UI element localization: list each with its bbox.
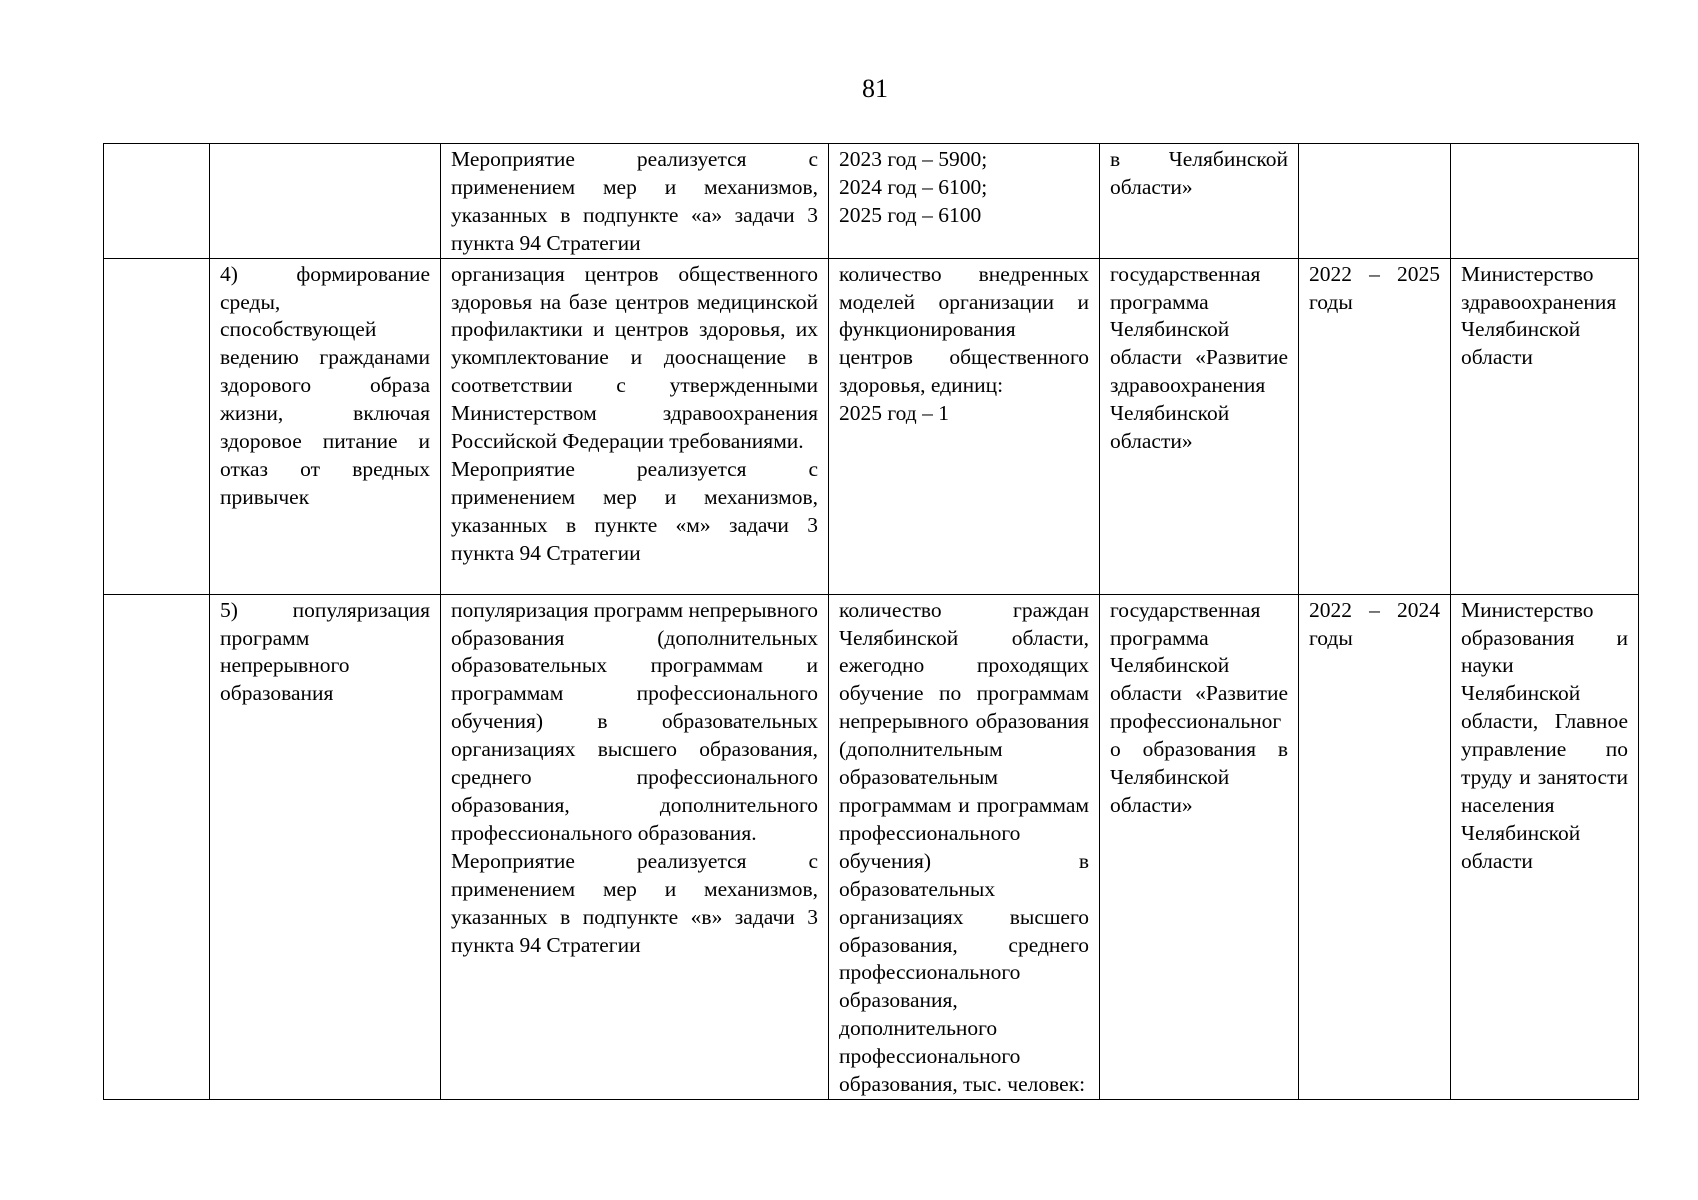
- measure-paragraph: Мероприятие реализуется с применением мер и механизмов, указанных в пункте «м» задачи 3 пункта 94 Стратегии: [451, 456, 818, 565]
- program-cell: государственная программа Челябинской области «Развитие здравоохранения Челябинской области»: [1100, 258, 1299, 594]
- row-number-cell: [104, 144, 210, 259]
- measure-cell: [441, 144, 829, 259]
- table-row: [104, 144, 1639, 259]
- measure-cell: [441, 594, 829, 1099]
- indicator-cell: количество граждан Челябинской области, ежегодно проходящих обучение по программам непрерывного образования (дополнительным образовательным программам и программам профессионального обучения) в образовательных организациях высшего образования, среднего профессионального образования, дополнительного профессионального образования, тыс. человек:: [829, 594, 1100, 1099]
- measure-paragraph: Мероприятие реализуется с применением мер и механизмов, указанных в подпункте «а» задачи 3 пункта 94 Стратегии: [451, 147, 818, 255]
- task-cell: 5) популяризация программ непрерывного образования: [210, 594, 441, 1099]
- responsible-cell: Министерство здравоохранения Челябинской области: [1451, 258, 1639, 594]
- responsible-cell: Министерство образования и науки Челябинской области, Главное управление по труду и занятости населения Челябинской области: [1451, 594, 1639, 1099]
- row-number-cell: [104, 258, 210, 594]
- indicator-cell: количество внедренных моделей организации и функционирования центров общественного здоровья, единиц: 2025 год – 1: [829, 258, 1100, 594]
- program-cell: государственная программа Челябинской области «Развитие профессионального образования в Челябинской области»: [1100, 594, 1299, 1099]
- period-cell: 2022 – 2025 годы: [1299, 258, 1451, 594]
- table-row: [104, 594, 1639, 1099]
- responsible-cell: [1451, 144, 1639, 259]
- task-cell: 4) формирование среды, способствующей ведению гражданами здорового образа жизни, включая здоровое питание и отказ от вредных привычек: [210, 258, 441, 594]
- program-cell: в Челябинской области»: [1100, 144, 1299, 259]
- measure-paragraph: популяризация программ непрерывного образования (дополнительных образовательных программам и программам профессионального обучения) в образовательных организациях высшего образования, среднего профессионального образования, дополнительного профессионального образования.: [451, 597, 818, 845]
- indicator-cell: 2023 год – 5900; 2024 год – 6100; 2025 год – 6100: [829, 144, 1100, 259]
- measure-cell: [441, 258, 829, 594]
- period-cell: [1299, 144, 1451, 259]
- row-number-cell: [104, 594, 210, 1099]
- measures-table: [103, 143, 1639, 1100]
- measure-paragraph: организация центров общественного здоровья на базе центров медицинской профилактики и центров здоровья, их укомплектование и дооснащение в соответствии с утвержденными Министерством здравоохранения Российской Федерации требованиями.: [451, 261, 818, 454]
- measure-paragraph: Мероприятие реализуется с применением мер и механизмов, указанных в подпункте «в» задачи 3 пункта 94 Стратегии: [451, 848, 818, 957]
- period-cell: 2022 – 2024 годы: [1299, 594, 1451, 1099]
- table-row: [104, 258, 1639, 594]
- page-number: 81: [862, 74, 888, 103]
- task-cell: [210, 144, 441, 259]
